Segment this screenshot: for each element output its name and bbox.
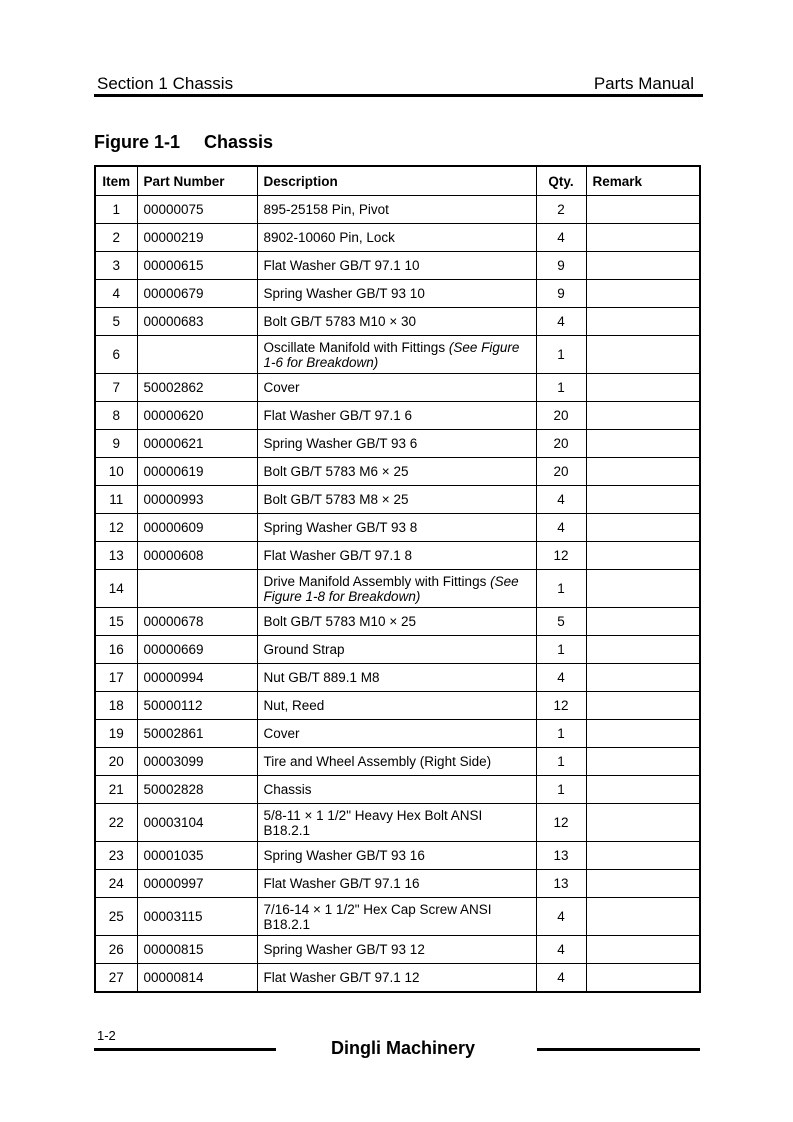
qty-cell: 4 bbox=[536, 486, 586, 514]
part-number-cell: 00000075 bbox=[137, 196, 257, 224]
description-text: 895-25158 Pin, Pivot bbox=[263, 202, 389, 217]
description-cell bbox=[257, 224, 536, 252]
qty-cell: 4 bbox=[536, 898, 586, 936]
qty-cell: 1 bbox=[536, 720, 586, 748]
description-cell bbox=[257, 514, 536, 542]
table-row bbox=[95, 514, 700, 542]
item-cell: 13 bbox=[95, 542, 137, 570]
table-row bbox=[95, 430, 700, 458]
description-cell bbox=[257, 720, 536, 748]
part-number-cell: 00000619 bbox=[137, 458, 257, 486]
part-number-cell: 00000620 bbox=[137, 402, 257, 430]
description-cell bbox=[257, 486, 536, 514]
description-text: Bolt GB/T 5783 M8 × 25 bbox=[263, 492, 409, 507]
description-cell bbox=[257, 804, 536, 842]
description-cell bbox=[257, 936, 536, 964]
description-cell bbox=[257, 842, 536, 870]
description-cell bbox=[257, 870, 536, 898]
table-row bbox=[95, 664, 700, 692]
description-text: Chassis bbox=[263, 782, 312, 797]
description-cell bbox=[257, 636, 536, 664]
manual-title: Parts Manual bbox=[593, 74, 694, 93]
description-cell bbox=[257, 374, 536, 402]
section-title: Section 1 Chassis bbox=[97, 74, 234, 93]
description-cell bbox=[257, 692, 536, 720]
remark-cell bbox=[586, 336, 700, 374]
column-header-qty: Qty. bbox=[536, 166, 586, 196]
qty-cell: 2 bbox=[536, 196, 586, 224]
table-row bbox=[95, 870, 700, 898]
description-text: Spring Washer GB/T 93 6 bbox=[263, 436, 418, 451]
description-text: Bolt GB/T 5783 M6 × 25 bbox=[263, 464, 409, 479]
qty-cell: 1 bbox=[536, 776, 586, 804]
description-note: (See Figure 1-8 for Breakdown) bbox=[263, 573, 519, 604]
description-text: Flat Washer GB/T 97.1 12 bbox=[263, 970, 420, 985]
item-cell: 7 bbox=[95, 374, 137, 402]
item-cell: 22 bbox=[95, 804, 137, 842]
item-cell: 4 bbox=[95, 280, 137, 308]
column-header-item: Item bbox=[95, 166, 137, 196]
column-header-remark: Remark bbox=[586, 166, 700, 196]
description-text: Cover bbox=[263, 380, 300, 395]
remark-cell bbox=[586, 608, 700, 636]
column-header-part-number: Part Number bbox=[137, 166, 257, 196]
part-number-cell bbox=[137, 570, 257, 608]
footer-divider-left bbox=[94, 1048, 276, 1051]
qty-cell: 4 bbox=[536, 964, 586, 993]
description-cell bbox=[257, 776, 536, 804]
part-number-cell: 50002862 bbox=[137, 374, 257, 402]
qty-cell: 12 bbox=[536, 692, 586, 720]
description-text: Ground Strap bbox=[263, 642, 345, 657]
remark-cell bbox=[586, 252, 700, 280]
remark-cell bbox=[586, 224, 700, 252]
item-cell: 21 bbox=[95, 776, 137, 804]
table-row bbox=[95, 692, 700, 720]
table-row bbox=[95, 748, 700, 776]
remark-cell bbox=[586, 720, 700, 748]
table-row bbox=[95, 570, 700, 608]
remark-cell bbox=[586, 964, 700, 993]
remark-cell bbox=[586, 936, 700, 964]
remark-cell bbox=[586, 196, 700, 224]
qty-cell: 1 bbox=[536, 570, 586, 608]
description-text: Flat Washer GB/T 97.1 10 bbox=[263, 258, 420, 273]
table-row bbox=[95, 224, 700, 252]
description-cell bbox=[257, 542, 536, 570]
item-cell: 15 bbox=[95, 608, 137, 636]
qty-cell: 12 bbox=[536, 804, 586, 842]
part-number-cell: 00001035 bbox=[137, 842, 257, 870]
remark-cell bbox=[586, 898, 700, 936]
table-row bbox=[95, 964, 700, 993]
item-cell: 1 bbox=[95, 196, 137, 224]
item-cell: 6 bbox=[95, 336, 137, 374]
part-number-cell: 00000615 bbox=[137, 252, 257, 280]
part-number-cell: 50002861 bbox=[137, 720, 257, 748]
footer-divider-right bbox=[537, 1048, 700, 1051]
description-text: 8902-10060 Pin, Lock bbox=[263, 230, 395, 245]
qty-cell: 20 bbox=[536, 430, 586, 458]
item-cell: 23 bbox=[95, 842, 137, 870]
item-cell: 18 bbox=[95, 692, 137, 720]
description-text: Flat Washer GB/T 97.1 6 bbox=[263, 408, 413, 423]
description-cell bbox=[257, 748, 536, 776]
part-number-cell: 00000608 bbox=[137, 542, 257, 570]
item-cell: 5 bbox=[95, 308, 137, 336]
qty-cell: 4 bbox=[536, 224, 586, 252]
description-text: Drive Manifold Assembly with Fittings bbox=[263, 573, 491, 589]
description-text: Bolt GB/T 5783 M10 × 25 bbox=[263, 614, 416, 629]
item-cell: 10 bbox=[95, 458, 137, 486]
item-cell: 9 bbox=[95, 430, 137, 458]
qty-cell: 9 bbox=[536, 252, 586, 280]
part-number-cell: 50002828 bbox=[137, 776, 257, 804]
qty-cell: 4 bbox=[536, 514, 586, 542]
description-text: 5/8-11 × 1 1/2" Heavy Hex Bolt ANSI B18.2.1 bbox=[263, 807, 483, 838]
table-row bbox=[95, 608, 700, 636]
remark-cell bbox=[586, 664, 700, 692]
remark-cell bbox=[586, 842, 700, 870]
description-cell bbox=[257, 664, 536, 692]
remark-cell bbox=[586, 514, 700, 542]
item-cell: 25 bbox=[95, 898, 137, 936]
remark-cell bbox=[586, 486, 700, 514]
table-row bbox=[95, 196, 700, 224]
remark-cell bbox=[586, 402, 700, 430]
part-number-cell: 00000609 bbox=[137, 514, 257, 542]
description-cell bbox=[257, 964, 536, 993]
column-header-description: Description bbox=[257, 166, 536, 196]
item-cell: 24 bbox=[95, 870, 137, 898]
qty-cell: 1 bbox=[536, 636, 586, 664]
qty-cell: 4 bbox=[536, 308, 586, 336]
qty-cell: 1 bbox=[536, 336, 586, 374]
item-cell: 16 bbox=[95, 636, 137, 664]
description-cell bbox=[257, 608, 536, 636]
remark-cell bbox=[586, 430, 700, 458]
description-text: Nut GB/T 889.1 M8 bbox=[263, 670, 380, 685]
part-number-cell: 00000679 bbox=[137, 280, 257, 308]
item-cell: 14 bbox=[95, 570, 137, 608]
description-text: Spring Washer GB/T 93 10 bbox=[263, 286, 425, 301]
table-row bbox=[95, 776, 700, 804]
part-number-cell: 00003115 bbox=[137, 898, 257, 936]
table-row bbox=[95, 458, 700, 486]
part-number-cell: 00000997 bbox=[137, 870, 257, 898]
qty-cell: 13 bbox=[536, 870, 586, 898]
qty-cell: 1 bbox=[536, 748, 586, 776]
figure-heading bbox=[94, 132, 273, 153]
qty-cell: 13 bbox=[536, 842, 586, 870]
table-row bbox=[95, 374, 700, 402]
part-number-cell: 00000683 bbox=[137, 308, 257, 336]
description-cell bbox=[257, 402, 536, 430]
parts-table-body bbox=[95, 196, 700, 993]
qty-cell: 4 bbox=[536, 664, 586, 692]
remark-cell bbox=[586, 280, 700, 308]
description-text: Flat Washer GB/T 97.1 16 bbox=[263, 876, 420, 891]
qty-cell: 20 bbox=[536, 458, 586, 486]
item-cell: 2 bbox=[95, 224, 137, 252]
part-number-cell: 00000678 bbox=[137, 608, 257, 636]
description-note: (See Figure 1-6 for Breakdown) bbox=[263, 339, 520, 370]
item-cell: 26 bbox=[95, 936, 137, 964]
item-cell: 3 bbox=[95, 252, 137, 280]
description-text: Tire and Wheel Assembly (Right Side) bbox=[263, 754, 492, 769]
figure-number: Figure 1-1 bbox=[94, 132, 181, 152]
description-cell bbox=[257, 252, 536, 280]
description-text: 7/16-14 × 1 1/2" Hex Cap Screw ANSI B18.2.1 bbox=[263, 901, 492, 932]
figure-title: Chassis bbox=[204, 132, 274, 152]
page-number: 1-2 bbox=[97, 1028, 116, 1043]
description-cell bbox=[257, 196, 536, 224]
table-row bbox=[95, 402, 700, 430]
qty-cell: 1 bbox=[536, 374, 586, 402]
table-header-row bbox=[95, 166, 700, 196]
remark-cell bbox=[586, 748, 700, 776]
table-row bbox=[95, 308, 700, 336]
qty-cell: 5 bbox=[536, 608, 586, 636]
table-row bbox=[95, 804, 700, 842]
description-text: Bolt GB/T 5783 M10 × 30 bbox=[263, 314, 416, 329]
remark-cell bbox=[586, 636, 700, 664]
part-number-cell: 00000621 bbox=[137, 430, 257, 458]
qty-cell: 4 bbox=[536, 936, 586, 964]
part-number-cell bbox=[137, 336, 257, 374]
remark-cell bbox=[586, 570, 700, 608]
description-cell bbox=[257, 430, 536, 458]
part-number-cell: 00003099 bbox=[137, 748, 257, 776]
table-row bbox=[95, 636, 700, 664]
part-number-cell: 00000993 bbox=[137, 486, 257, 514]
description-text: Spring Washer GB/T 93 8 bbox=[263, 520, 418, 535]
table-row bbox=[95, 542, 700, 570]
part-number-cell: 00000814 bbox=[137, 964, 257, 993]
table-row bbox=[95, 898, 700, 936]
item-cell: 8 bbox=[95, 402, 137, 430]
remark-cell bbox=[586, 542, 700, 570]
description-cell bbox=[257, 336, 536, 374]
remark-cell bbox=[586, 870, 700, 898]
item-cell: 27 bbox=[95, 964, 137, 993]
description-cell bbox=[257, 898, 536, 936]
table-row bbox=[95, 336, 700, 374]
part-number-cell: 50000112 bbox=[137, 692, 257, 720]
item-cell: 19 bbox=[95, 720, 137, 748]
table-row bbox=[95, 280, 700, 308]
footer-brand: Dingli Machinery bbox=[331, 1038, 476, 1058]
description-text: Spring Washer GB/T 93 16 bbox=[263, 848, 425, 863]
qty-cell: 9 bbox=[536, 280, 586, 308]
item-cell: 20 bbox=[95, 748, 137, 776]
remark-cell bbox=[586, 458, 700, 486]
remark-cell bbox=[586, 692, 700, 720]
part-number-cell: 00003104 bbox=[137, 804, 257, 842]
item-cell: 17 bbox=[95, 664, 137, 692]
description-cell bbox=[257, 280, 536, 308]
table-row bbox=[95, 842, 700, 870]
description-cell bbox=[257, 570, 536, 608]
table-row bbox=[95, 720, 700, 748]
item-cell: 11 bbox=[95, 486, 137, 514]
part-number-cell: 00000669 bbox=[137, 636, 257, 664]
description-text: Spring Washer GB/T 93 12 bbox=[263, 942, 425, 957]
header-divider bbox=[94, 94, 703, 97]
remark-cell bbox=[586, 776, 700, 804]
table-row bbox=[95, 486, 700, 514]
remark-cell bbox=[586, 374, 700, 402]
description-text: Cover bbox=[263, 726, 300, 741]
description-cell bbox=[257, 458, 536, 486]
description-text: Oscillate Manifold with Fittings bbox=[263, 339, 449, 355]
item-cell: 12 bbox=[95, 514, 137, 542]
remark-cell bbox=[586, 308, 700, 336]
parts-table bbox=[94, 165, 701, 993]
description-cell bbox=[257, 308, 536, 336]
table-row bbox=[95, 252, 700, 280]
description-text: Nut, Reed bbox=[263, 698, 325, 713]
part-number-cell: 00000815 bbox=[137, 936, 257, 964]
qty-cell: 20 bbox=[536, 402, 586, 430]
description-text: Flat Washer GB/T 97.1 8 bbox=[263, 548, 413, 563]
qty-cell: 12 bbox=[536, 542, 586, 570]
table-row bbox=[95, 936, 700, 964]
remark-cell bbox=[586, 804, 700, 842]
part-number-cell: 00000994 bbox=[137, 664, 257, 692]
part-number-cell: 00000219 bbox=[137, 224, 257, 252]
